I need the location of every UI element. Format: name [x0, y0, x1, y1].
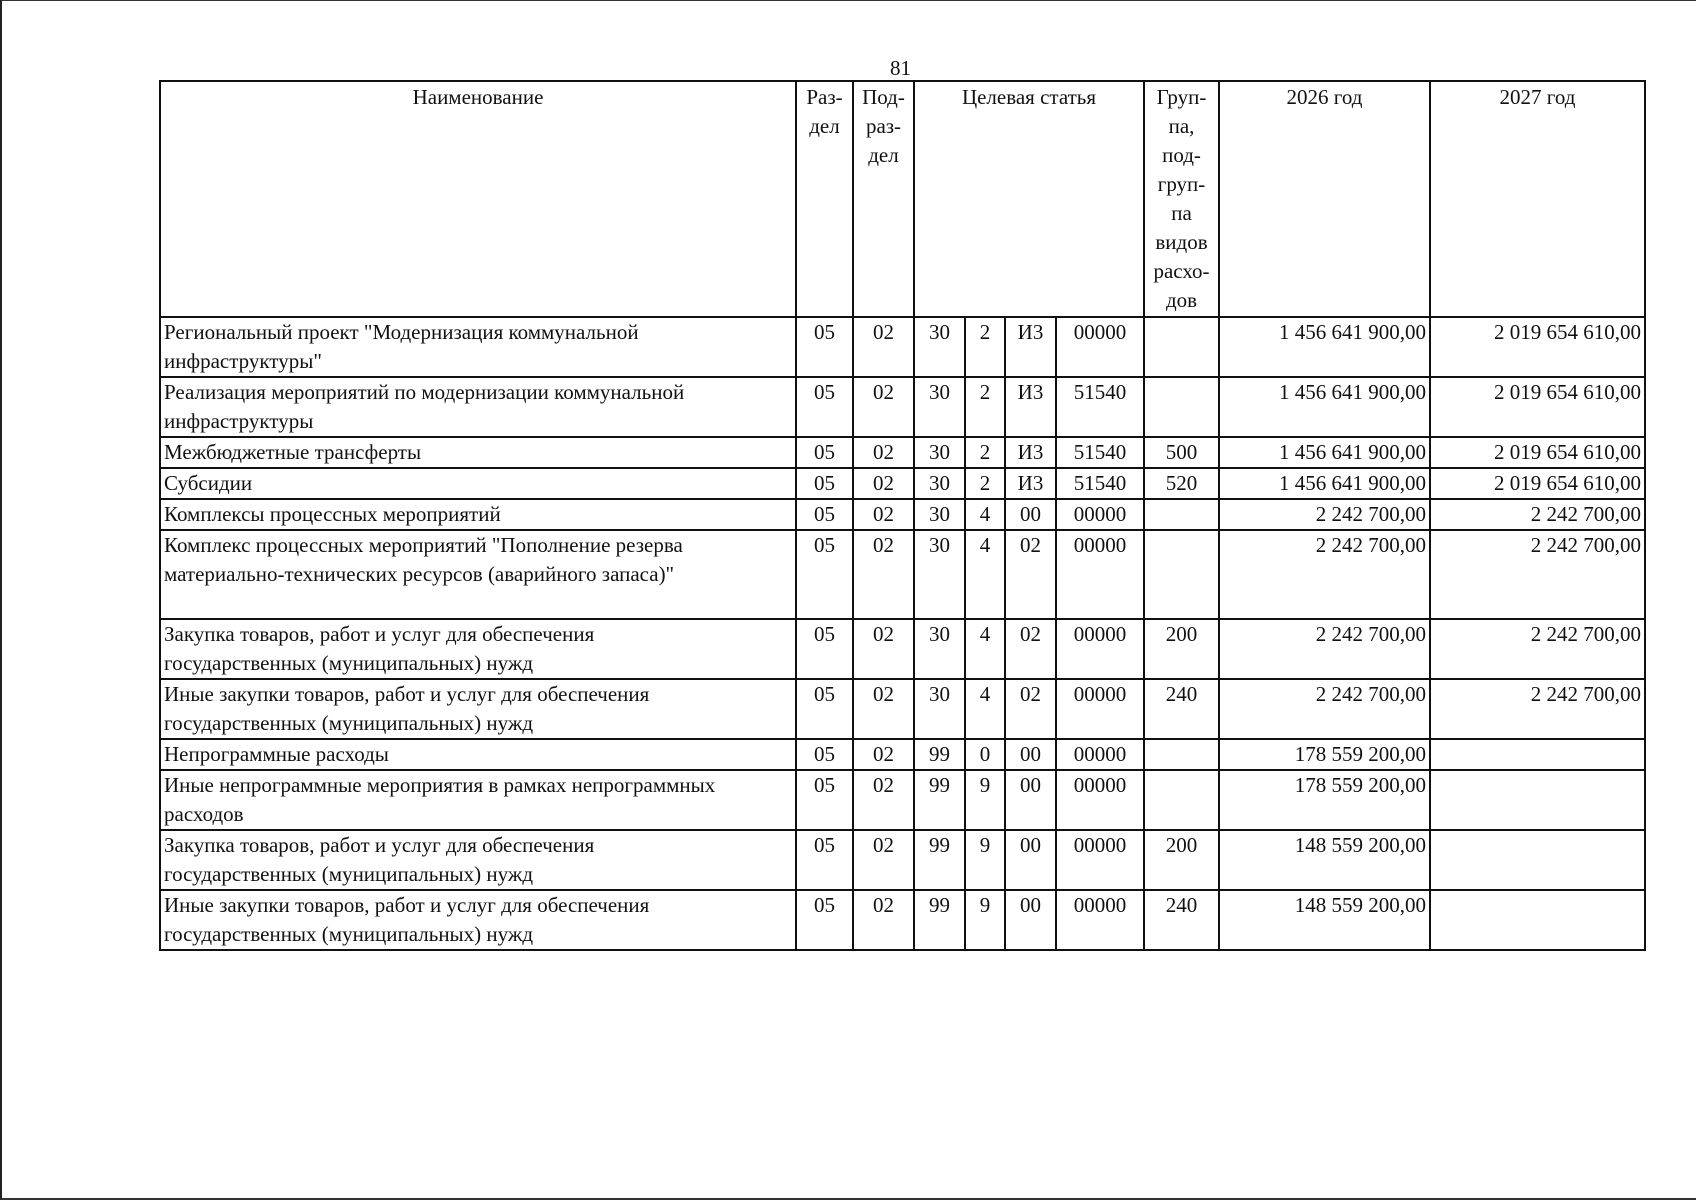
- row-name-line: Реализация мероприятий по модернизации коммунальной: [164, 380, 685, 404]
- amount-2026-cell: 1 456 641 900,00: [1219, 377, 1430, 437]
- target-article-part2-cell: 4: [965, 530, 1005, 619]
- amount-2027-cell: 2 242 700,00: [1430, 499, 1645, 530]
- row-name-cell: [160, 770, 796, 830]
- row-name-cell: [160, 530, 796, 619]
- amount-2027-cell: 2 019 654 610,00: [1430, 437, 1645, 468]
- target-article-part2-cell: 2: [965, 437, 1005, 468]
- row-name-line: Комплекс процессных мероприятий "Пополнение резерва: [164, 533, 683, 557]
- target-article-part1-cell: 30: [914, 377, 965, 437]
- table-row: [160, 739, 1645, 770]
- target-article-part3-cell: И3: [1005, 317, 1056, 377]
- amount-2027-cell: 2 019 654 610,00: [1430, 377, 1645, 437]
- expense-group-cell: [1144, 530, 1219, 619]
- row-name-line: Иные закупки товаров, работ и услуг для обеспечения: [164, 682, 650, 706]
- razdel-cell: 05: [796, 830, 853, 890]
- razdel-cell: 05: [796, 468, 853, 499]
- row-name-line: государственных (муниципальных) нужд: [164, 922, 534, 946]
- podrazdel-cell: 02: [853, 437, 914, 468]
- podrazdel-cell: 02: [853, 317, 914, 377]
- table-row: [160, 468, 1645, 499]
- target-article-part4-cell: 00000: [1056, 317, 1144, 377]
- table-body: [160, 317, 1645, 950]
- page-number: 81: [890, 56, 911, 80]
- podrazdel-cell: 02: [853, 619, 914, 679]
- podrazdel-cell: 02: [853, 530, 914, 619]
- table-row: [160, 317, 1645, 377]
- target-article-part1-cell: 99: [914, 739, 965, 770]
- target-article-part3-cell: И3: [1005, 377, 1056, 437]
- target-article-part3-cell: 00: [1005, 739, 1056, 770]
- row-name-line: Субсидии: [164, 471, 253, 495]
- header-razdel: Раз- дел: [796, 81, 853, 317]
- expense-group-cell: 520: [1144, 468, 1219, 499]
- razdel-cell: 05: [796, 377, 853, 437]
- target-article-part2-cell: 4: [965, 679, 1005, 739]
- podrazdel-cell: 02: [853, 770, 914, 830]
- amount-2027-cell: 2 019 654 610,00: [1430, 468, 1645, 499]
- row-name-cell: [160, 679, 796, 739]
- row-name-line: Иные непрограммные мероприятия в рамках непрограммных: [164, 773, 716, 797]
- target-article-part2-cell: 4: [965, 499, 1005, 530]
- amount-2026-cell: 2 242 700,00: [1219, 679, 1430, 739]
- table-row: [160, 770, 1645, 830]
- amount-2026-cell: 1 456 641 900,00: [1219, 437, 1430, 468]
- target-article-part4-cell: 00000: [1056, 530, 1144, 619]
- amount-2027-cell: 2 242 700,00: [1430, 679, 1645, 739]
- target-article-part4-cell: 00000: [1056, 619, 1144, 679]
- table-row: [160, 830, 1645, 890]
- row-name-cell: [160, 619, 796, 679]
- target-article-part4-cell: 51540: [1056, 468, 1144, 499]
- target-article-part2-cell: 2: [965, 317, 1005, 377]
- amount-2026-cell: 178 559 200,00: [1219, 739, 1430, 770]
- expense-group-cell: [1144, 770, 1219, 830]
- row-name-cell: [160, 437, 796, 468]
- amount-2027-cell: [1430, 890, 1645, 950]
- header-name: Наименование: [160, 81, 796, 317]
- amount-2026-cell: 1 456 641 900,00: [1219, 468, 1430, 499]
- header-target-article: Целевая статья: [914, 81, 1144, 317]
- row-name-line: Межбюджетные трансферты: [164, 440, 422, 464]
- row-name-line: Закупка товаров, работ и услуг для обеспечения: [164, 622, 595, 646]
- row-name-cell: [160, 890, 796, 950]
- row-name-line: Закупка товаров, работ и услуг для обеспечения: [164, 833, 595, 857]
- header-group: Груп- па, под- груп- па видов расхо- дов: [1144, 81, 1219, 317]
- expense-group-cell: [1144, 739, 1219, 770]
- target-article-part4-cell: 00000: [1056, 739, 1144, 770]
- expense-group-cell: 200: [1144, 619, 1219, 679]
- razdel-cell: 05: [796, 679, 853, 739]
- podrazdel-cell: 02: [853, 679, 914, 739]
- razdel-cell: 05: [796, 770, 853, 830]
- expense-group-cell: 200: [1144, 830, 1219, 890]
- target-article-part3-cell: 02: [1005, 619, 1056, 679]
- target-article-part1-cell: 30: [914, 530, 965, 619]
- podrazdel-cell: 02: [853, 830, 914, 890]
- expense-group-cell: [1144, 377, 1219, 437]
- row-name-cell: [160, 468, 796, 499]
- target-article-part1-cell: 99: [914, 890, 965, 950]
- table-row: [160, 619, 1645, 679]
- row-name-cell: [160, 317, 796, 377]
- amount-2026-cell: 1 456 641 900,00: [1219, 317, 1430, 377]
- target-article-part1-cell: 99: [914, 830, 965, 890]
- podrazdel-cell: 02: [853, 890, 914, 950]
- row-name-line: расходов: [164, 802, 244, 826]
- row-name-line: материально-технических ресурсов (аварийного запаса)": [164, 562, 675, 586]
- target-article-part3-cell: 00: [1005, 830, 1056, 890]
- razdel-cell: 05: [796, 739, 853, 770]
- row-name-cell: [160, 499, 796, 530]
- row-name-line: [164, 589, 793, 618]
- target-article-part3-cell: И3: [1005, 437, 1056, 468]
- row-name-line: Иные закупки товаров, работ и услуг для обеспечения: [164, 893, 650, 917]
- target-article-part4-cell: 00000: [1056, 770, 1144, 830]
- row-name-cell: [160, 377, 796, 437]
- target-article-part4-cell: 51540: [1056, 377, 1144, 437]
- target-article-part1-cell: 30: [914, 679, 965, 739]
- target-article-part4-cell: 00000: [1056, 499, 1144, 530]
- target-article-part4-cell: 00000: [1056, 679, 1144, 739]
- target-article-part1-cell: 30: [914, 499, 965, 530]
- target-article-part2-cell: 2: [965, 377, 1005, 437]
- table-header-row: [160, 81, 1645, 317]
- table-row: [160, 499, 1645, 530]
- row-name-line: Комплексы процессных мероприятий: [164, 502, 501, 526]
- row-name-cell: [160, 739, 796, 770]
- expense-group-cell: 500: [1144, 437, 1219, 468]
- row-name-line: Непрограммные расходы: [164, 742, 389, 766]
- target-article-part1-cell: 30: [914, 317, 965, 377]
- table-row: [160, 437, 1645, 468]
- amount-2026-cell: 2 242 700,00: [1219, 499, 1430, 530]
- table-row: [160, 679, 1645, 739]
- razdel-cell: 05: [796, 619, 853, 679]
- target-article-part2-cell: 9: [965, 830, 1005, 890]
- amount-2026-cell: 178 559 200,00: [1219, 770, 1430, 830]
- amount-2026-cell: 148 559 200,00: [1219, 830, 1430, 890]
- target-article-part2-cell: 2: [965, 468, 1005, 499]
- target-article-part4-cell: 00000: [1056, 890, 1144, 950]
- table-row: [160, 530, 1645, 619]
- row-name-line: государственных (муниципальных) нужд: [164, 862, 534, 886]
- target-article-part3-cell: 02: [1005, 530, 1056, 619]
- amount-2027-cell: 2 019 654 610,00: [1430, 317, 1645, 377]
- podrazdel-cell: 02: [853, 468, 914, 499]
- target-article-part2-cell: 9: [965, 890, 1005, 950]
- razdel-cell: 05: [796, 890, 853, 950]
- podrazdel-cell: 02: [853, 499, 914, 530]
- target-article-part3-cell: 00: [1005, 890, 1056, 950]
- row-name-cell: [160, 830, 796, 890]
- target-article-part2-cell: 9: [965, 770, 1005, 830]
- expense-group-cell: 240: [1144, 679, 1219, 739]
- expense-group-cell: [1144, 317, 1219, 377]
- row-name-line: государственных (муниципальных) нужд: [164, 711, 534, 735]
- target-article-part1-cell: 99: [914, 770, 965, 830]
- razdel-cell: 05: [796, 530, 853, 619]
- razdel-cell: 05: [796, 499, 853, 530]
- podrazdel-cell: 02: [853, 377, 914, 437]
- row-name-line: Региональный проект "Модернизация коммунальной: [164, 320, 639, 344]
- target-article-part4-cell: 51540: [1056, 437, 1144, 468]
- amount-2027-cell: [1430, 830, 1645, 890]
- expense-group-cell: 240: [1144, 890, 1219, 950]
- expense-group-cell: [1144, 499, 1219, 530]
- amount-2026-cell: 2 242 700,00: [1219, 619, 1430, 679]
- header-year-2026: 2026 год: [1219, 81, 1430, 317]
- podrazdel-cell: 02: [853, 739, 914, 770]
- target-article-part3-cell: 00: [1005, 770, 1056, 830]
- target-article-part2-cell: 4: [965, 619, 1005, 679]
- amount-2026-cell: 2 242 700,00: [1219, 530, 1430, 619]
- target-article-part3-cell: И3: [1005, 468, 1056, 499]
- razdel-cell: 05: [796, 437, 853, 468]
- target-article-part3-cell: 02: [1005, 679, 1056, 739]
- target-article-part1-cell: 30: [914, 437, 965, 468]
- amount-2026-cell: 148 559 200,00: [1219, 890, 1430, 950]
- table-row: [160, 377, 1645, 437]
- budget-table: [159, 80, 1646, 951]
- amount-2027-cell: [1430, 739, 1645, 770]
- target-article-part4-cell: 00000: [1056, 830, 1144, 890]
- row-name-line: государственных (муниципальных) нужд: [164, 651, 534, 675]
- row-name-line: инфраструктуры: [164, 409, 314, 433]
- amount-2027-cell: [1430, 770, 1645, 830]
- target-article-part1-cell: 30: [914, 468, 965, 499]
- target-article-part1-cell: 30: [914, 619, 965, 679]
- razdel-cell: 05: [796, 317, 853, 377]
- amount-2027-cell: 2 242 700,00: [1430, 619, 1645, 679]
- row-name-line: инфраструктуры": [164, 349, 322, 373]
- header-podrazdel: Под- раз- дел: [853, 81, 914, 317]
- table-row: [160, 890, 1645, 950]
- target-article-part2-cell: 0: [965, 739, 1005, 770]
- amount-2027-cell: 2 242 700,00: [1430, 530, 1645, 619]
- target-article-part3-cell: 00: [1005, 499, 1056, 530]
- header-year-2027: 2027 год: [1430, 81, 1645, 317]
